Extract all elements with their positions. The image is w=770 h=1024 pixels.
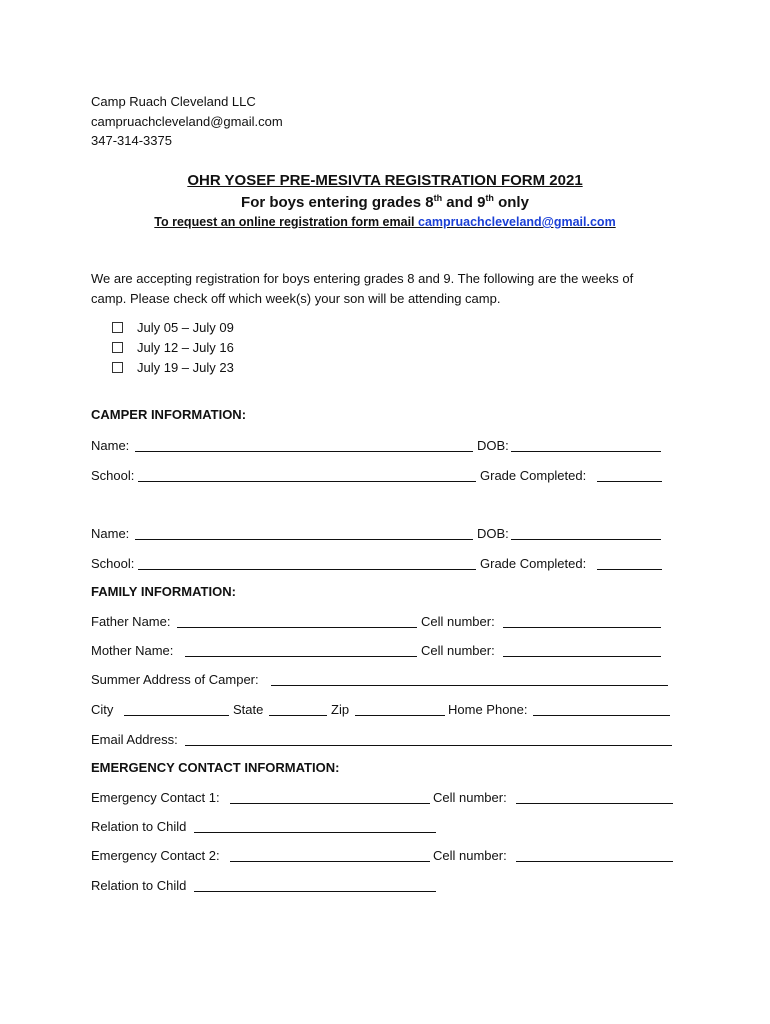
- dob-field-1[interactable]: [511, 451, 661, 452]
- dob-label: DOB:: [477, 438, 509, 453]
- mother-row: [91, 642, 691, 660]
- relation-2-row: [91, 877, 691, 895]
- form-title: OHR YOSEF PRE-MESIVTA REGISTRATION FORM 2021: [187, 172, 583, 189]
- grade-field-1[interactable]: [597, 481, 662, 482]
- week-label: July 05 – July 09: [137, 320, 234, 335]
- camper-heading: CAMPER INFORMATION:: [91, 407, 247, 422]
- dob-field-2[interactable]: [511, 539, 661, 540]
- cell-label: Cell number:: [433, 848, 507, 863]
- subtitle-prefix: For boys entering grades 8: [241, 194, 434, 211]
- emergency-cell-1-field[interactable]: [516, 803, 673, 804]
- school-field-2[interactable]: [138, 569, 476, 570]
- grade-label: Grade Completed:: [480, 556, 587, 571]
- relation-label: Relation to Child: [91, 819, 187, 834]
- email-row: [91, 731, 691, 749]
- checkbox-icon[interactable]: [112, 322, 123, 333]
- relation-2-field[interactable]: [194, 891, 436, 892]
- subtitle-suffix: only: [493, 194, 529, 211]
- week-option-2[interactable]: [112, 340, 234, 355]
- relation-1-field[interactable]: [194, 832, 436, 833]
- request-text: To request an online registration form email: [154, 215, 418, 229]
- camper-1-school-row: [91, 467, 691, 485]
- mother-label: Mother Name:: [91, 643, 174, 658]
- email-label: Email Address:: [91, 732, 178, 747]
- subtitle-sup-2: th: [485, 193, 494, 203]
- summer-address-row: [91, 671, 691, 689]
- org-name: Camp Ruach Cleveland LLC: [91, 94, 256, 109]
- org-email: campruachcleveland@gmail.com: [91, 114, 283, 129]
- camper-2-school-row: [91, 555, 691, 573]
- org-phone: 347-314-3375: [91, 133, 172, 148]
- father-name-field[interactable]: [177, 627, 417, 628]
- emergency-cell-2-field[interactable]: [516, 861, 673, 862]
- father-label: Father Name:: [91, 614, 171, 629]
- intro-line-1: We are accepting registration for boys entering grades 8 and 9. The following are the weeks of: [91, 271, 634, 286]
- mother-cell-field[interactable]: [503, 656, 661, 657]
- request-line: [0, 215, 770, 229]
- family-heading: FAMILY INFORMATION:: [91, 584, 236, 599]
- request-email-link[interactable]: campruachcleveland@gmail.com: [418, 215, 616, 229]
- city-field[interactable]: [124, 715, 229, 716]
- school-label: School:: [91, 468, 135, 483]
- cell-label: Cell number:: [433, 790, 507, 805]
- cell-label: Cell number:: [421, 643, 495, 658]
- emergency-1-row: [91, 789, 691, 807]
- city-label: City: [91, 702, 114, 717]
- emergency-contact-1-field[interactable]: [230, 803, 430, 804]
- school-label: School:: [91, 556, 135, 571]
- camper-2-name-row: [91, 525, 691, 543]
- emergency-contact-1-label: Emergency Contact 1:: [91, 790, 220, 805]
- email-field[interactable]: [185, 745, 672, 746]
- summer-address-field[interactable]: [271, 685, 668, 686]
- intro-line-2: camp. Please check off which week(s) your son will be attending camp.: [91, 291, 501, 306]
- grade-label: Grade Completed:: [480, 468, 587, 483]
- checkbox-icon[interactable]: [112, 362, 123, 373]
- form-subtitle: [0, 193, 770, 211]
- name-label: Name:: [91, 438, 130, 453]
- emergency-heading: EMERGENCY CONTACT INFORMATION:: [91, 760, 340, 775]
- name-label: Name:: [91, 526, 130, 541]
- relation-1-row: [91, 818, 691, 836]
- state-label: State: [233, 702, 264, 717]
- father-cell-field[interactable]: [503, 627, 661, 628]
- home-phone-field[interactable]: [533, 715, 670, 716]
- checkbox-icon[interactable]: [112, 342, 123, 353]
- emergency-contact-2-field[interactable]: [230, 861, 430, 862]
- emergency-2-row: [91, 847, 691, 865]
- cell-label: Cell number:: [421, 614, 495, 629]
- city-row: [91, 701, 691, 719]
- state-field[interactable]: [269, 715, 327, 716]
- name-field-1[interactable]: [135, 451, 473, 452]
- summer-address-label: Summer Address of Camper:: [91, 672, 259, 687]
- school-field-1[interactable]: [138, 481, 476, 482]
- dob-label: DOB:: [477, 526, 509, 541]
- home-phone-label: Home Phone:: [448, 702, 528, 717]
- mother-name-field[interactable]: [185, 656, 417, 657]
- grade-field-2[interactable]: [597, 569, 662, 570]
- name-field-2[interactable]: [135, 539, 473, 540]
- zip-field[interactable]: [355, 715, 445, 716]
- camper-1-name-row: [91, 437, 691, 455]
- week-option-1[interactable]: [112, 320, 234, 335]
- subtitle-sup-1: th: [433, 193, 443, 203]
- relation-label: Relation to Child: [91, 878, 187, 893]
- zip-label: Zip: [331, 702, 350, 717]
- father-row: [91, 613, 691, 631]
- week-label: July 19 – July 23: [137, 360, 234, 375]
- week-label: July 12 – July 16: [137, 340, 234, 355]
- week-option-3[interactable]: [112, 360, 234, 375]
- emergency-contact-2-label: Emergency Contact 2:: [91, 848, 220, 863]
- subtitle-mid: and 9: [442, 194, 486, 211]
